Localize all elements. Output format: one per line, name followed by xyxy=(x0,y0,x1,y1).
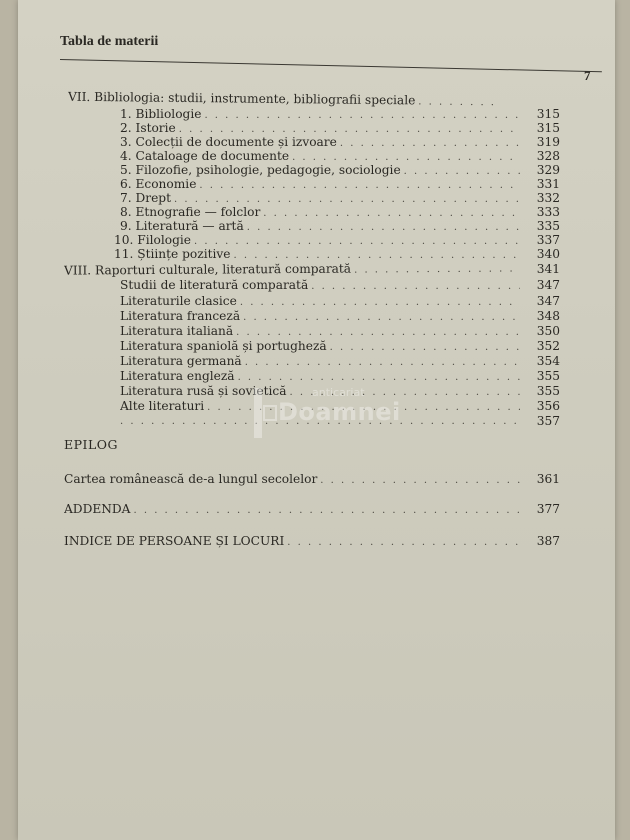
toc-page-number: 340 xyxy=(536,247,560,261)
toc-entry: 2. Istorie . . . xyxy=(120,121,520,136)
toc-page-number: 348 xyxy=(536,309,560,323)
toc-entry: 4. Cataloage de documente . . . xyxy=(120,149,520,164)
toc-page-number: 357 xyxy=(536,414,560,428)
toc-entry: Literatura italiană . . . xyxy=(120,324,520,339)
toc-page-number: 355 xyxy=(536,369,560,383)
toc-entry: 1. Bibliologie . . . xyxy=(120,107,520,122)
toc-page-number: 354 xyxy=(536,354,560,368)
watermark-main-text: Doamnei xyxy=(278,398,401,426)
toc-page-number: 315 xyxy=(536,107,560,121)
page-number: 7 xyxy=(584,68,591,83)
addenda-entry: ADDENDA . . . xyxy=(64,502,520,517)
toc-page-number: 341 xyxy=(536,262,560,276)
toc-entry: Studii de literatură comparată . . . xyxy=(120,278,520,293)
toc-page-number: 332 xyxy=(536,191,560,205)
toc-page-number: 356 xyxy=(536,399,560,413)
toc-page-number: 361 xyxy=(536,472,560,486)
watermark-book-icon xyxy=(250,386,280,440)
toc-entry: Literatura rusă și sovietică . . . xyxy=(120,384,520,399)
toc-entry: 3. Colecții de documente și izvoare . . . xyxy=(120,135,520,150)
toc-page-number: 335 xyxy=(536,219,560,233)
chapter-7-title: VII. Bibliologia: studii, instrumente, bibliografii speciale . . . xyxy=(68,90,498,110)
chapter-8-title: VIII. Raporturi culturale, literatură comparată . . . xyxy=(64,260,520,278)
toc-entry: 10. Filologie . . . xyxy=(114,233,520,248)
toc-entry: Cartea românească de-a lungul secolelor . . . xyxy=(64,472,520,487)
toc-page-number: 387 xyxy=(536,534,560,548)
watermark-logo xyxy=(250,384,420,444)
toc-page-number: 337 xyxy=(536,233,560,247)
toc-entry: Literatura engleză . . . xyxy=(120,369,520,384)
toc-entry: 6. Economie . . . xyxy=(120,177,520,192)
toc-entry: Literatura spaniolă și portugheză . . . xyxy=(120,339,520,354)
toc-entry: 5. Filozofie, psihologie, pedagogie, sociologie . . . xyxy=(120,163,520,178)
running-head: Tabla de materii xyxy=(60,34,159,49)
book-page xyxy=(18,0,615,840)
toc-entry: Alte literaturi . . . xyxy=(120,399,520,414)
toc-page-number: 315 xyxy=(536,121,560,135)
epilog-heading: EPILOG xyxy=(64,437,119,452)
toc-entry: 9. Literatură — artă . . . xyxy=(120,219,520,234)
toc-entry: Literatura germană . . . xyxy=(120,354,520,369)
toc-page-number: 319 xyxy=(536,135,560,149)
toc-entry: 8. Etnografie — folclor . . . xyxy=(120,205,520,220)
toc-page-number: 355 xyxy=(536,384,560,398)
toc-page-number: 329 xyxy=(536,163,560,177)
toc-entry: Literaturile clasice . . . xyxy=(120,294,520,309)
toc-page-number: 331 xyxy=(536,177,560,191)
toc-page-number: 352 xyxy=(536,339,560,353)
toc-page-number: 347 xyxy=(536,294,560,308)
toc-entry: 11. Științe pozitive . . . xyxy=(114,247,520,262)
watermark-small-text: anticariat xyxy=(312,386,365,399)
toc-entry: Literatura franceză . . . xyxy=(120,309,520,324)
toc-page-number: 347 xyxy=(536,278,560,292)
toc-page-number: 328 xyxy=(536,149,560,163)
index-entry: INDICE DE PERSOANE ȘI LOCURI . . . xyxy=(64,534,520,549)
toc-page-number: 350 xyxy=(536,324,560,338)
toc-page-number: 377 xyxy=(536,502,560,516)
toc-page-number: 333 xyxy=(536,205,560,219)
toc-entry: 7. Drept . . . xyxy=(120,191,520,206)
